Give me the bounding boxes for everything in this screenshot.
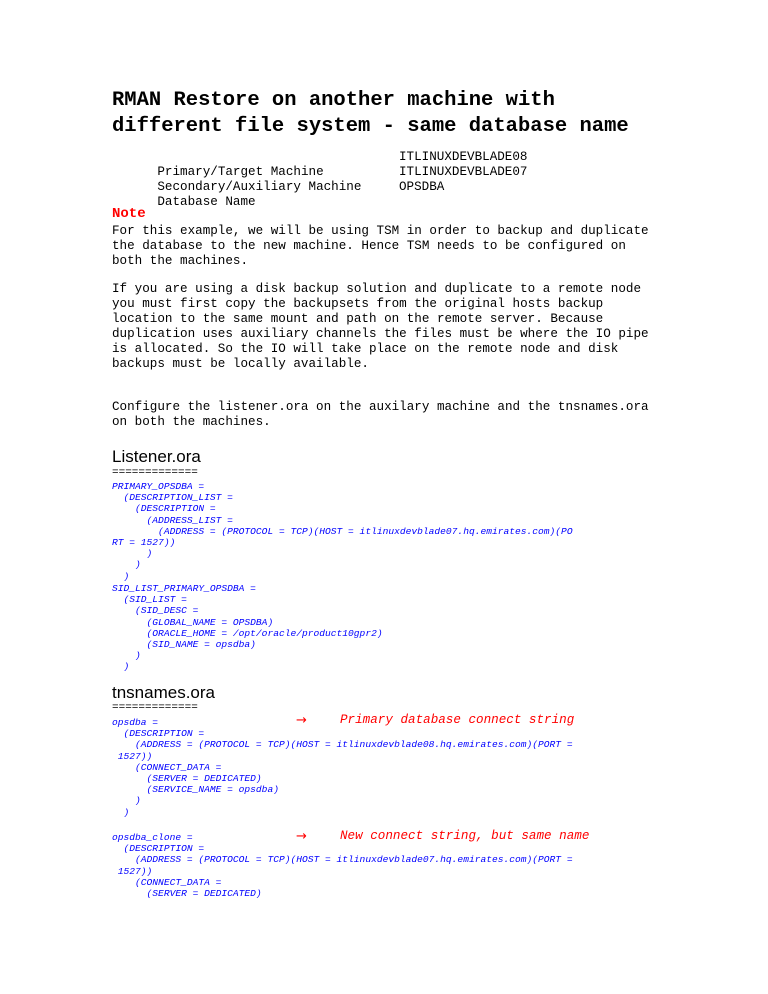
info-value: ITLINUXDEVBLADE07 xyxy=(399,165,528,179)
info-row-database xyxy=(112,180,445,209)
annotation-primary: Primary database connect string xyxy=(340,713,575,727)
paragraph-disk-backup: If you are using a disk backup solution and duplicate to a remote node you must first copy the backupsets from the original hosts backup location to the same mount and path on the remote server. Because duplication uses auxiliary channels the files must be where the IO pipe is allocated. So the IO will take place on the remote node and disk backups must be locally available. xyxy=(112,282,649,371)
info-value: OPSDBA xyxy=(399,180,445,194)
listener-code-block-2: SID_LIST_PRIMARY_OPSDBA = (SID_LIST = (SID_DESC = (GLOBAL_NAME = OPSDBA) (ORACLE_HOME = /opt/oracle/product10gpr2) (SID_NAME = opsdba) ) ) xyxy=(112,583,383,673)
info-value: ITLINUXDEVBLADE08 xyxy=(399,150,528,164)
annotation-clone: New connect string, but same name xyxy=(340,829,590,843)
tnsnames-code-block-2: opsdba_clone = (DESCRIPTION = (ADDRESS = (PROTOCOL = TCP)(HOST = itlinuxdevblade07.hq.emirates.com)(PORT = 1527)) (CONNECT_DATA = (SERVER = DEDICATED) xyxy=(112,832,573,900)
arrow-right-icon: → xyxy=(296,713,307,728)
listener-code-block-1: PRIMARY_OPSDBA = (DESCRIPTION_LIST = (DESCRIPTION = (ADDRESS_LIST = (ADDRESS = (PROTOCOL = TCP)(HOST = itlinuxdevblade07.hq.emirates.com)(PO RT = 1527)) ) ) ) xyxy=(112,481,573,582)
tnsnames-heading: tnsnames.ora xyxy=(112,683,215,702)
info-label: Secondary/Auxiliary Machine xyxy=(157,180,362,194)
arrow-right-icon: → xyxy=(296,829,307,844)
paragraph-tsm: For this example, we will be using TSM in order to backup and duplicate the database to the new machine. Hence TSM needs to be configured on both the machines. xyxy=(112,224,649,268)
info-label: Primary/Target Machine xyxy=(157,165,324,179)
listener-heading: Listener.ora xyxy=(112,447,201,466)
note-heading: Note xyxy=(112,206,146,222)
tnsnames-rule: ============= xyxy=(112,702,198,714)
tnsnames-code-block-1: opsdba = (DESCRIPTION = (ADDRESS = (PROTOCOL = TCP)(HOST = itlinuxdevblade08.hq.emirates.com)(PORT = 1527)) (CONNECT_DATA = (SERVER = DEDICATED) (SERVICE_NAME = opsdba) ) ) xyxy=(112,717,573,818)
document-title: RMAN Restore on another machine with different file system - same database name xyxy=(112,89,629,138)
info-label: Database Name xyxy=(157,195,256,209)
listener-rule: ============= xyxy=(112,467,198,479)
machine-info-table xyxy=(112,150,528,209)
paragraph-configure: Configure the listener.ora on the auxilary machine and the tnsnames.ora on both the machines. xyxy=(112,400,649,429)
